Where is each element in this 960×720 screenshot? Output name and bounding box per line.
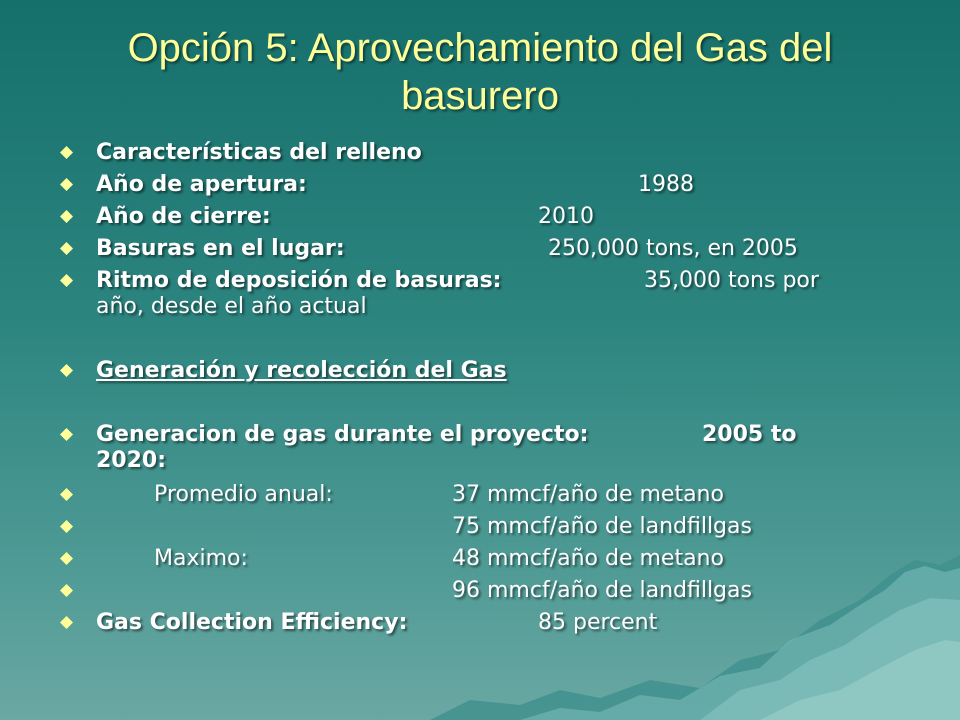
- apertura-label: Año de apertura:: [96, 172, 307, 197]
- maximo-label: Maximo:: [154, 546, 248, 571]
- apertura-value: 1988: [638, 172, 694, 197]
- eficiencia-label: Gas Collection Efficiency:: [96, 610, 408, 635]
- diamond-bullet-icon: [60, 242, 73, 255]
- cierre-value: 2010: [538, 204, 594, 229]
- diamond-bullet-icon: [60, 488, 73, 501]
- diamond-bullet-icon: [60, 616, 73, 629]
- promedio-value: 37 mmcf/año de metano: [452, 482, 724, 507]
- diamond-bullet-icon: [60, 584, 73, 597]
- diamond-bullet-icon: [60, 428, 73, 441]
- generacion-heading-label: Generación y recolección del Gas: [96, 358, 507, 383]
- generacion-periodo-label: Generacion de gas durante el proyecto:: [96, 422, 589, 447]
- slide-title-line1: Opción 5: Aprovechamiento del Gas del: [127, 26, 833, 70]
- diamond-bullet-icon: [60, 520, 73, 533]
- ritmo-continuation: año, desde el año actual: [96, 294, 367, 319]
- maximo-lfg-value: 96 mmcf/año de landfillgas: [452, 578, 752, 603]
- cierre-label: Año de cierre:: [96, 204, 271, 229]
- promedio-lfg-value: 75 mmcf/año de landfillgas: [452, 514, 752, 539]
- ritmo-label: Ritmo de deposición de basuras:: [96, 268, 502, 293]
- ritmo-value: 35,000 tons por: [644, 268, 819, 293]
- diamond-bullet-icon: [60, 552, 73, 565]
- diamond-bullet-icon: [60, 364, 73, 377]
- generacion-periodo-value: 2005 to: [702, 422, 797, 447]
- diamond-bullet-icon: [60, 146, 73, 159]
- maximo-value: 48 mmcf/año de metano: [452, 546, 724, 571]
- diamond-bullet-icon: [60, 178, 73, 191]
- slide-title-line2: basurero: [401, 74, 559, 118]
- basuras-label: Basuras en el lugar:: [96, 236, 345, 261]
- slide-title: [60, 24, 900, 120]
- caracteristicas-label: Características del relleno: [96, 140, 422, 165]
- diamond-bullet-icon: [60, 274, 73, 287]
- promedio-label: Promedio anual:: [154, 482, 333, 507]
- eficiencia-value: 85 percent: [538, 610, 658, 635]
- diamond-bullet-icon: [60, 210, 73, 223]
- basuras-value: 250,000 tons, en 2005: [548, 236, 798, 261]
- generacion-periodo-continuation: 2020:: [96, 448, 167, 473]
